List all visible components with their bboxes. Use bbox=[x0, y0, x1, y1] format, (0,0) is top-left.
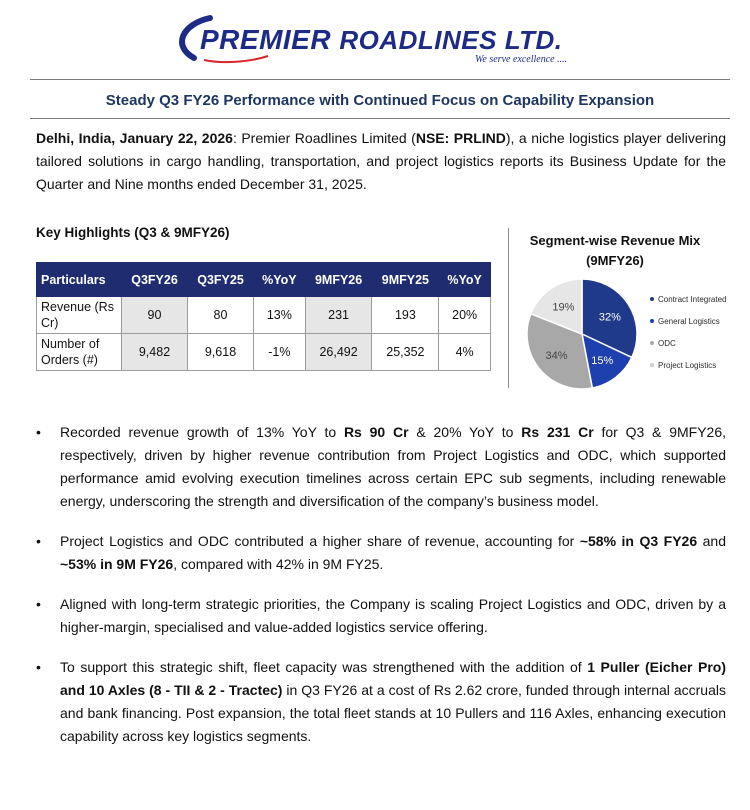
legend-label: Project Logistics bbox=[658, 361, 717, 370]
bullet-item bbox=[36, 530, 726, 576]
pie-data-label: 15% bbox=[591, 355, 614, 368]
headline-divider bbox=[30, 118, 730, 119]
bullet-text: Aligned with long-term strategic priorities, the Company is scaling Project Logistics and ODC, driven by a higher-margin, specialised and value-added logistics service offering. bbox=[60, 596, 726, 635]
bullet-item bbox=[36, 656, 726, 748]
table-cell: 20% bbox=[439, 297, 491, 334]
legend-item bbox=[650, 295, 726, 317]
legend-label: Contract Integrated bbox=[658, 295, 727, 304]
intro-text-2: ), a niche logistics player delivering tailored solutions in cargo handling, transportation, and project logistics reports its Business Update for the Quarter and Nine months ended December 31, 2025. bbox=[36, 130, 726, 192]
bullet-emphasis: Rs 90 Cr bbox=[343, 424, 409, 440]
bullet-emphasis: 1 Puller (Eicher Pro) and 10 Axles (8 - TII & 2 - Tractec) bbox=[60, 659, 726, 698]
bullet-emphasis: ~58% in Q3 FY26 bbox=[579, 533, 698, 549]
revenue-mix-pie-chart bbox=[509, 278, 649, 390]
table-cell: 13% bbox=[254, 297, 306, 334]
highlights-table bbox=[36, 262, 491, 371]
bullet-dot-icon: • bbox=[36, 533, 41, 549]
table-cell: -1% bbox=[254, 334, 306, 371]
legend-swatch bbox=[650, 319, 654, 323]
legend-item bbox=[650, 361, 726, 383]
page-headline: Steady Q3 FY26 Performance with Continued Focus on Capability Expansion bbox=[105, 92, 655, 109]
legend-label: General Logistics bbox=[658, 317, 720, 326]
bullet-dot-icon: • bbox=[36, 424, 41, 440]
legend-item bbox=[650, 317, 726, 339]
table-cell: 4% bbox=[439, 334, 491, 371]
bullet-item bbox=[36, 421, 726, 513]
table-cell: 90 bbox=[122, 297, 188, 334]
bullet-text: & 20% YoY to bbox=[408, 424, 522, 440]
bullet-text: in Q3 FY26 at a cost of Rs 2.62 crore, funded through internal accruals and bank financing. Post expansion, the total fleet stands at 10 Pullers and 116 Axles, enhancing execution capability across key logistics segments. bbox=[60, 682, 726, 744]
table-cell: 25,352 bbox=[372, 334, 439, 371]
logo-tagline: We serve excellence .... bbox=[475, 54, 568, 65]
row-label: Number of Orders (#) bbox=[37, 334, 122, 371]
intro-ticker: NSE: PRLIND bbox=[415, 130, 506, 146]
bullet-emphasis: Rs 231 Cr bbox=[521, 424, 594, 440]
intro-paragraph bbox=[36, 127, 726, 196]
table-cell: 231 bbox=[305, 297, 372, 334]
col-header: Particulars bbox=[37, 263, 122, 297]
pie-data-label: 19% bbox=[552, 301, 575, 314]
chart-title-line2: (9MFY26) bbox=[586, 253, 644, 268]
legend-swatch bbox=[650, 341, 654, 345]
bullet-text: To support this strategic shift, fleet capacity was strengthened with the addition of bbox=[60, 659, 588, 675]
highlights-title: Key Highlights (Q3 & 9MFY26) bbox=[36, 225, 230, 240]
table-cell: 9,618 bbox=[188, 334, 254, 371]
bullet-text: Project Logistics and ODC contributed a higher share of revenue, accounting for bbox=[60, 533, 580, 549]
table-header-row bbox=[37, 263, 491, 297]
col-header: Q3FY25 bbox=[188, 263, 254, 297]
logo-secondary-text: ROADLINES LTD. bbox=[339, 25, 563, 55]
table-row bbox=[37, 297, 491, 334]
col-header: %YoY bbox=[439, 263, 491, 297]
bullet-text: and bbox=[697, 533, 727, 549]
company-logo bbox=[170, 10, 600, 66]
chart-title-line1: Segment-wise Revenue Mix bbox=[529, 233, 701, 248]
intro-dateline: Delhi, India, January 22, 2026 bbox=[36, 130, 233, 146]
bullet-text: for Q3 & 9MFY26, respectively, driven by higher revenue contribution from Project Logistics and ODC, which supported performance amid evolving execution timelines across certain EPC sub segments, including renewable energy, underscoring the strength and diversification of the company’s business model. bbox=[60, 424, 726, 509]
table-cell: 193 bbox=[372, 297, 439, 334]
legend-item bbox=[650, 339, 726, 361]
bullet-dot-icon: • bbox=[36, 596, 41, 612]
legend-label: ODC bbox=[658, 339, 676, 348]
highlights-bullet-list bbox=[36, 421, 726, 765]
row-label: Revenue (Rs Cr) bbox=[37, 297, 122, 334]
table-cell: 26,492 bbox=[305, 334, 372, 371]
col-header: 9MFY25 bbox=[372, 263, 439, 297]
col-header: Q3FY26 bbox=[122, 263, 188, 297]
table-cell: 80 bbox=[188, 297, 254, 334]
header-divider bbox=[30, 79, 730, 80]
bullet-item bbox=[36, 593, 726, 639]
intro-text-1: : Premier Roadlines Limited ( bbox=[232, 130, 416, 146]
legend-swatch bbox=[650, 297, 654, 301]
bullet-text: , compared with 42% in 9M FY25. bbox=[173, 556, 384, 572]
logo-primary-text: PREMIER bbox=[200, 24, 332, 55]
bullet-text: Recorded revenue growth of 13% YoY to bbox=[60, 424, 344, 440]
bullet-dot-icon: • bbox=[36, 659, 41, 675]
pie-data-label: 32% bbox=[598, 311, 621, 324]
bullet-emphasis: ~53% in 9M FY26 bbox=[60, 556, 174, 572]
col-header: %YoY bbox=[254, 263, 306, 297]
chart-legend bbox=[650, 295, 726, 383]
table-cell: 9,482 bbox=[122, 334, 188, 371]
logo-wordmark bbox=[200, 24, 563, 56]
chart-title bbox=[520, 231, 710, 271]
legend-swatch bbox=[650, 363, 654, 367]
table-row bbox=[37, 334, 491, 371]
col-header: 9MFY26 bbox=[305, 263, 372, 297]
pie-data-label: 34% bbox=[545, 350, 568, 363]
